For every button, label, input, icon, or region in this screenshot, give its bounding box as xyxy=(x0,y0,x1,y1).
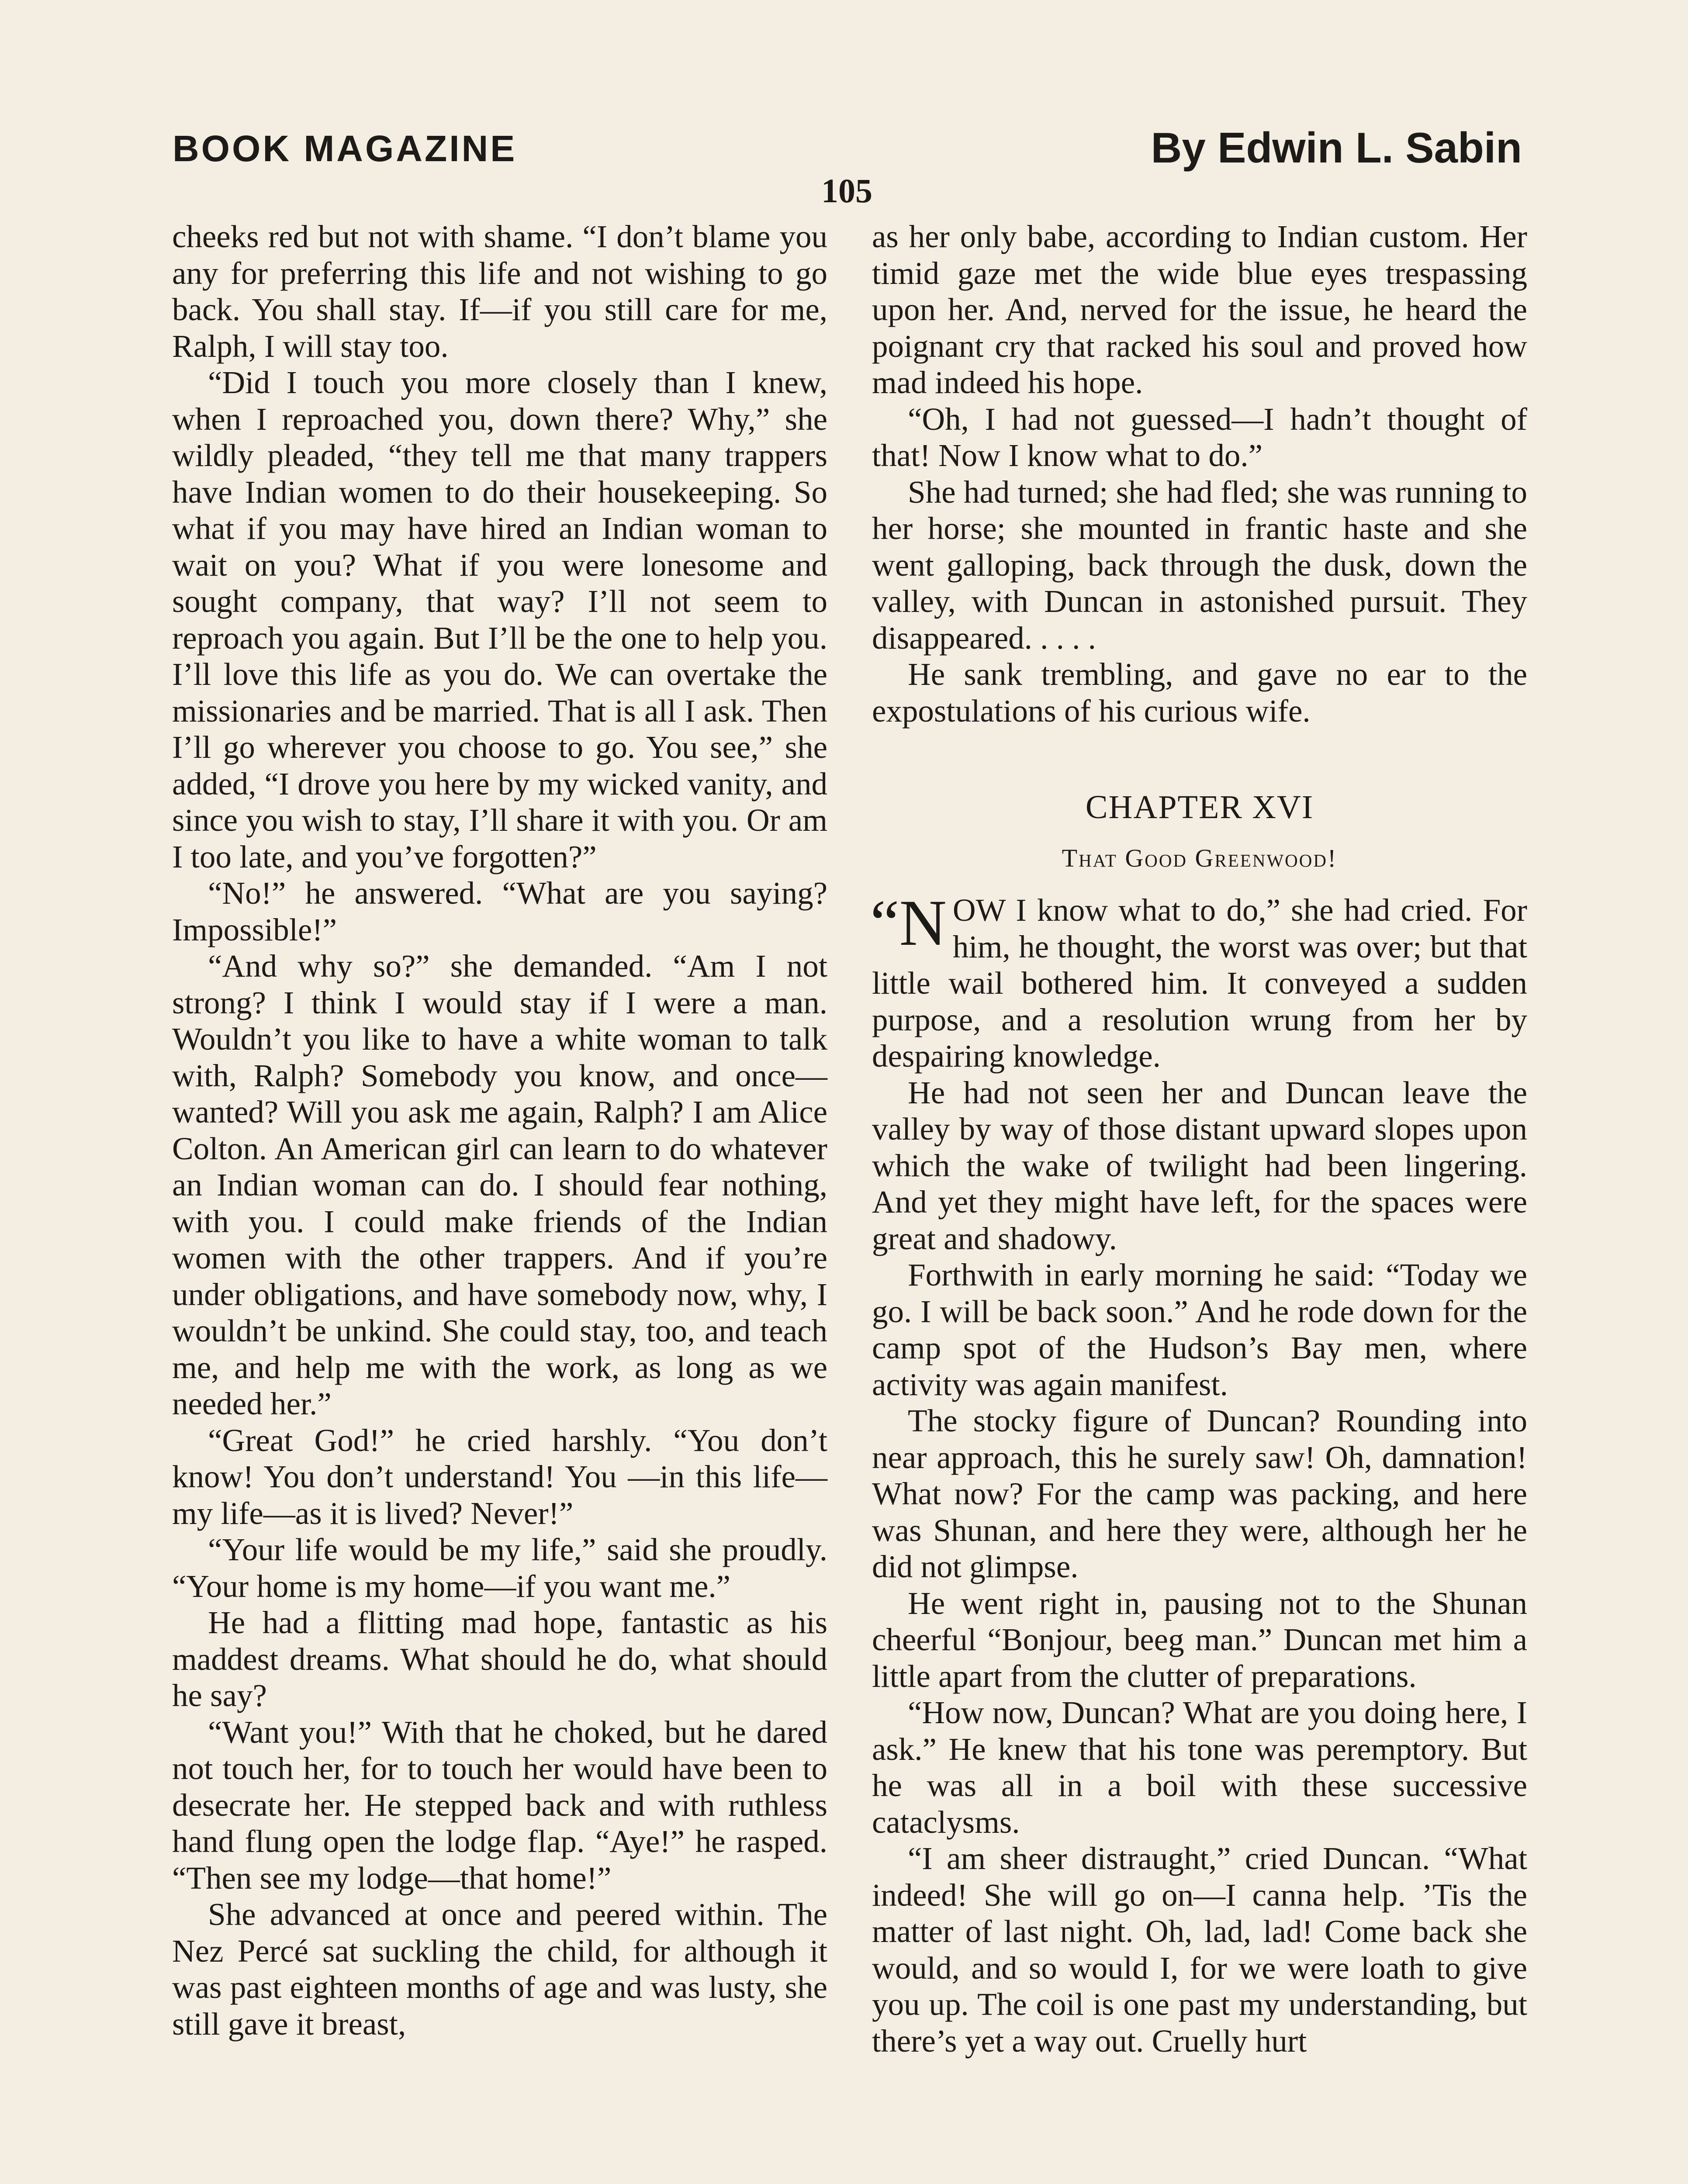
paragraph: “Your life would be my life,” said she proudly. “Your home is my home—if you want me.” xyxy=(172,1532,827,1604)
paragraph: “How now, Duncan? What are you doing here, I ask.” He knew that his tone was peremptory. But he was all in a boil with these successive cataclysms. xyxy=(872,1695,1527,1840)
page-number: 105 xyxy=(821,172,872,210)
paragraph: “No!” he answered. “What are you saying? Impossible!” xyxy=(172,875,827,947)
chapter-subtitle: That Good Greenwood! xyxy=(1062,843,1338,872)
author-byline: By Edwin L. Sabin xyxy=(1151,124,1522,172)
paragraph: “Oh, I had not guessed—I hadn’t thought of that! Now I know what to do.” xyxy=(872,401,1527,473)
paragraph: as her only babe, according to Indian custom. Her timid gaze met the wide blue eyes trespassing upon her. And, nerved for the issue, he heard the poignant cry that racked his soul and proved how mad indeed his hope. xyxy=(872,219,1527,400)
paragraph: “Did I touch you more closely than I knew, when I reproached you, down there? Why,” she wildly pleaded, “they tell me that many trappers have Indian women to do their housekeeping. So what if you may have hired an Indian woman to wait on you? What if you were lonesome and sought company, that way? I’ll not seem to reproach you again. But I’ll be the one to help you. I’ll love this life as you do. We can overtake the missionaries and be married. That is all I ask. Then I’ll go wherever you choose to go. You see,” she added, “I drove you here by my wicked vanity, and since you wish to stay, I’ll share it with you. Or am I too late, and you’ve forgotten?” xyxy=(172,365,827,874)
opening-text: OW I know what to do,” she had cried. For him, he thought, the worst was over; but that little wail bothered him. It conveyed a sudden purpose, and a resolution wrung from her by despairing knowledge. xyxy=(872,892,1527,1074)
paragraph: “And why so?” she demanded. “Am I not strong? I think I would stay if I were a man. Wouldn’t you like to have a white woman to talk with, Ralph? Somebody you know, and once—wanted? Will you ask me again, Ralph? I am Alice Colton. An American girl can learn to do whatever an Indian woman can do. I should fear nothing, with you. I could make friends of the Indian women with the other trappers. And if you’re under obligations, and have somebody now, why, I wouldn’t be unkind. She could stay, too, and teach me, and help me with the work, as long as we needed her.” xyxy=(172,948,827,1421)
paragraph: Forthwith in early morning he said: “Today we go. I will be back soon.” And he rode down for the camp spot of the Hudson’s Bay men, where activity was again manifest. xyxy=(872,1257,1527,1402)
paragraph: cheeks red but not with shame. “I don’t blame you any for preferring this life and not wishing to go back. You shall stay. If—if you still care for me, Ralph, I will stay too. xyxy=(172,219,827,364)
drop-cap: “N xyxy=(870,887,947,959)
paragraph: He had not seen her and Duncan leave the valley by way of those distant upward slopes upon which the wake of twilight had been lingering. And yet they might have left, for the spaces were great and shadowy. xyxy=(872,1075,1527,1256)
paragraph: He had a flitting mad hope, fantastic as his maddest dreams. What should he do, what should he say? xyxy=(172,1605,827,1713)
paragraph: The stocky figure of Duncan? Rounding into near approach, this he surely saw! Oh, damnation! What now? For the camp was packing, and here was Shunan, and here they were, although her he did not glimpse. xyxy=(872,1403,1527,1584)
magazine-name: BOOK MAGAZINE xyxy=(173,128,517,169)
paragraph: She advanced at once and peered within. The Nez Percé sat suckling the child, for although it was past eighteen months of age and was lusty, she still gave it breast, xyxy=(172,1897,827,2042)
paragraph: “Great God!” he cried harshly. “You don’t know! You don’t understand! You —in this life—my life—as it is lived? Never!” xyxy=(172,1422,827,1531)
paragraph: “I am sheer distraught,” cried Duncan. “What indeed! She will go on—I canna help. ’Tis the matter of last night. Oh, lad, lad! Come back she would, and so would I, for we were loath to give you up. The coil is one past my understanding, but there’s yet a way out. Cruelly hurt xyxy=(872,1841,1527,2059)
paragraph: “Want you!” With that he choked, but he dared not touch her, for to touch her would have been to desecrate her. He stepped back and with ruthless hand flung open the lodge flap. “Aye!” he rasped. “Then see my lodge—that home!” xyxy=(172,1714,827,1896)
paragraph: He went right in, pausing not to the Shunan cheerful “Bonjour, beeg man.” Duncan met him a little apart from the clutter of preparations. xyxy=(872,1585,1527,1694)
paragraph: She had turned; she had fled; she was running to her horse; she mounted in frantic haste and she went galloping, back through the dusk, down the valley, with Duncan in astonished pursuit. They disappeared. . . . . xyxy=(872,474,1527,656)
chapter-title: CHAPTER XVI xyxy=(1085,789,1314,826)
chapter-opening-paragraph xyxy=(870,887,1527,1075)
paragraph: He sank trembling, and gave no ear to the expostulations of his curious wife. xyxy=(872,657,1527,729)
left-column xyxy=(172,218,827,2042)
right-column xyxy=(872,218,1527,2059)
